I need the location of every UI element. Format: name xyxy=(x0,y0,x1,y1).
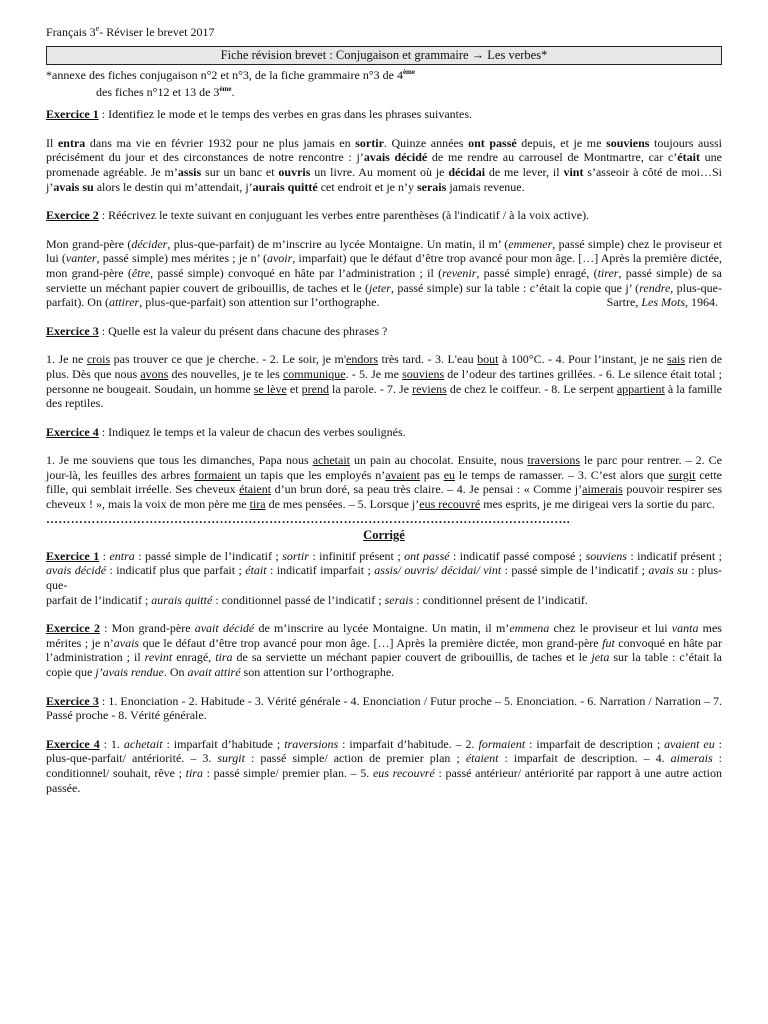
corrige-exercise-1: Exercice 1 : entra : passé simple de l’indicatif ; sortir : infinitif présent ; ont passé : indicatif passé composé ; souviens : indicatif présent ; avais décidé : indicatif plus que parfait ; était : indicatif imparfait ; assis/ ouvris/ décidai/ vint : passé simple de l’indicatif ; avais su : plus-que- parfait de l’indicatif ; aurais quitté : conditionnel passé de l’indicatif ; serais : conditionnel présent de l’indicatif. xyxy=(46,548,722,607)
exercise-4-text: 1. Je me souviens que tous les dimanches, Papa nous achetait un pain au chocolat. Ensuite, nous traversions le parc pour rentrer. – 2. Ce jour-là, les feuilles des arbres formaient un tapis que les employés n’avaient pas eu le temps de ramasser. – 3. C’est alors que surgit cette fille, qui semblait irréelle. Ses cheveux étaient d’un brun doré, sa peau très claire. – 4. Je pensai : « Comme j’aimerais pouvoir respirer ses cheveux ! », mais la voix de mon père me tira de mes pensées. – 5. Lorsque j’eus recouvré mes esprits, je me dirigeai vers la sortie du parc. xyxy=(46,453,723,512)
exercise-2-reference: Sartre, Les Mots, 1964. xyxy=(606,295,718,310)
corrige-exercise-4: Exercice 4 : 1. achetait : imparfait d’habitude ; traversions : imparfait d’habitude. – 2. formaient : imparfait de description ; avaient eu : plus-que-parfait/ antériorité. – 3. surgit : passé simple/ action de premier plan ; étaient : imparfait de description. – 4. aimerais : conditionnel/ souhait, rêve ; tira : passé simple/ premier plan. – 5. eus recouvré : passé antérieur/ antériorité par rapport à une autre action passée. xyxy=(46,736,722,795)
corrige-exercise-3: Exercice 3 : 1. Enonciation - 2. Habitude - 3. Vérité générale - 4. Enonciation / Futur proche – 5. Enonciation. - 6. Narration / Narration – 7. Passé proche - 8. Vérité générale. xyxy=(46,693,722,723)
exercise-1-text: Il entra dans ma vie en février 1932 pour ne plus jamais en sortir. Quinze années ont passé depuis, et je me souviens toujours aussi précisément du jour et des circonstances de notre rencontre : j’avais décidé de me rendre au carrousel de Montmartre, car c’était une promenade agréable. Je m’assis sur un banc et ouvris un livre. Au moment où je décidai de me lever, il vint s’asseoir à côté de moi…Si j’avais su alors le destin qui m’attendait, j’aurais quitté cet endroit et je n’y serais jamais revenue. xyxy=(46,135,723,194)
annex-note: *annexe des fiches conjugaison n°2 et n°3, de la fiche grammaire n°3 de 4ème des fiches n°12 et 13 de 3ème. xyxy=(46,68,415,100)
exercise-2-instruction: Exercice 2 : Réécrivez le texte suivant en conjuguant les verbes entre parenthèses (à l'indicatif / à la voix active). xyxy=(46,208,590,223)
exercise-1-instruction: Exercice 1 : Identifiez le mode et le temps des verbes en gras dans les phrases suivantes. xyxy=(46,107,472,122)
document-page xyxy=(46,22,722,795)
exercise-2-text: Mon grand-père (décider, plus-que-parfait) de m’inscrire au lycée Montaigne. Un matin, il m’ (emmener, passé simple) chez le proviseur et lui (vanter, passé simple) mes mérites ; je n’ (avoir, imparfait) que le défaut d’être trop avancé pour mon âge. […] Après la première dictée, mon grand-père (être, passé simple) convoqué en hâte par l’administration ; il (revenir, passé simple) enragé, (tirer, passé simple) de sa serviette un méchant papier couvert de gribouillis, de taches et le (jeter, passé simple) sur la table : c’était la copie que j’ (rendre, plus-que-parfait). On (attirer, plus-que-parfait) son attention sur l’orthographe. Sartre, Les Mots, 1964. xyxy=(46,236,723,310)
corrige-title: Corrigé xyxy=(363,528,405,543)
page-title: Fiche révision brevet : Conjugaison et grammaire → Les verbes* xyxy=(46,46,722,66)
exercise-3-instruction: Exercice 3 : Quelle est la valeur du présent dans chacune des phrases ? xyxy=(46,323,388,338)
exercise-4-instruction: Exercice 4 : Indiquez le temps et la valeur de chacun des verbes soulignés. xyxy=(46,424,406,439)
page-header: Français 3e- Réviser le brevet 2017 xyxy=(46,24,215,39)
exercise-3-text: 1. Je ne crois pas trouver ce que je cherche. - 2. Le soir, je m'endors très tard. - 3. L'eau bout à 100°C. - 4. Pour l’instant, je ne sais rien de plus. Dès que nous avons des nouvelles, je te les communique. - 5. Je me souviens de l’odeur des tartines grillées. - 6. Le silence était total ; personne ne bougeait. Soudain, un homme se lève et prend la parole. - 7. Je reviens de chez le coiffeur. - 8. Le serpent appartient à la famille des reptiles. xyxy=(46,352,723,411)
corrige-exercise-2: Exercice 2 : Mon grand-père avait décidé de m’inscrire au lycée Montaigne. Un matin, il m’emmena chez le proviseur et lui vanta mes mérites ; je n’avais que le défaut d’être trop avancé pour mon âge. […] Après la première dictée, mon grand-père fut convoqué en hâte par l’administration ; il revint enragé, tira de sa serviette un méchant papier couvert de gribouillis, de taches et le jeta sur la table : c’était la copie que j’avais rendue. On avait attiré son attention sur l’orthographe. xyxy=(46,621,723,679)
separator-dots: ………………………………………………………………………………………………………………. xyxy=(46,511,571,526)
